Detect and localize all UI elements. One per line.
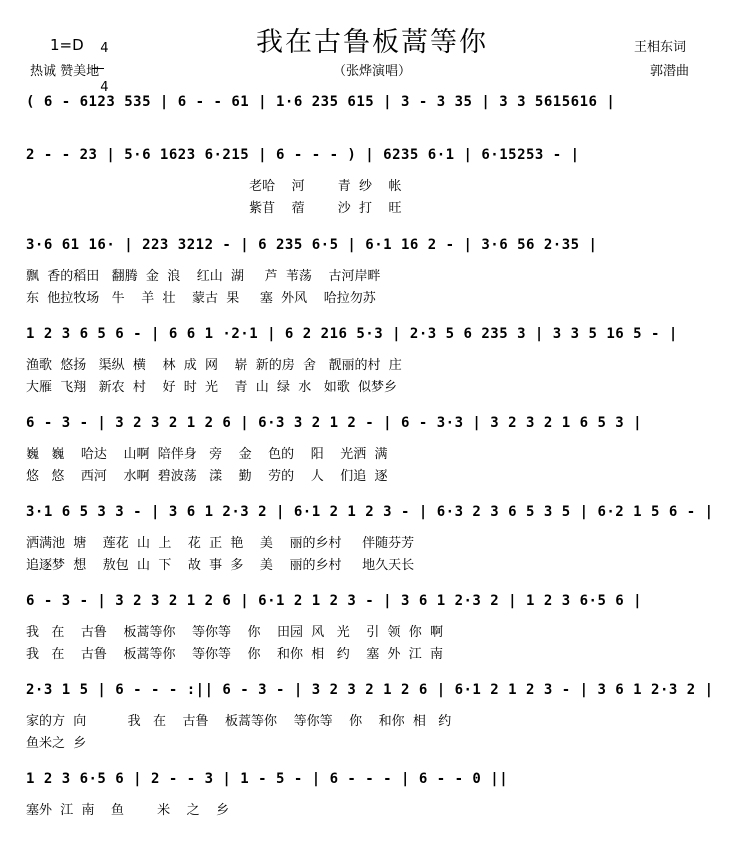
notation-line: 6 - 3 - | 3 2 3 2 1 2 6 | 6·1 2 1 2 3 - | 3 6 1 2·3 2 | 1 2 3 6·5 6 |: [26, 593, 643, 609]
key-signature: 1=D: [50, 36, 84, 54]
lyric-verse-2: 鱼米之 乡: [26, 736, 87, 751]
lyricist-credit: 王相东词: [634, 40, 687, 55]
lyric-verse-2: 东 他拉牧场 牛 羊 壮 蒙古 果 塞 外风 哈拉勿苏: [26, 291, 376, 306]
lyric-verse-2: 紫苜 蓿 沙 打 旺: [26, 201, 402, 216]
lyric-verse-1: 渔歌 悠扬 渠纵 横 林 成 网 崭 新的房 舍 靓丽的村 庄: [26, 358, 402, 373]
lyric-verse-1: 洒满池 塘 莲花 山 上 花 正 艳 美 丽的乡村 伴随芬芳: [26, 536, 415, 551]
notation-line: 3·6 61 16· | 223 3212 - | 6 235 6·5 | 6·1 16 2 - | 3·6 56 2·35 |: [26, 237, 598, 253]
composer-credit: 郭潜曲: [650, 64, 690, 79]
lyric-verse-1: 塞外 江 南 鱼 米 之 乡: [26, 803, 230, 818]
notation-line: 2 - - 23 | 5·6 1623 6·215 | 6 - - - ) | 6235 6·1 | 6·15253 - |: [26, 147, 580, 163]
lyric-verse-1: 家的方 向 我 在 古鲁 板蒿等你 等你等 你 和你 相 约: [26, 714, 452, 729]
singer-credit: （张烨演唱）: [332, 64, 411, 79]
lyric-verse-2: 我 在 古鲁 板蒿等你 等你等 你 和你 相 约 塞 外 江 南: [26, 647, 444, 662]
time-signature-bottom: 4: [100, 80, 109, 95]
tempo-marking: 热诚 赞美地: [30, 64, 100, 79]
song-title: 我在古鲁板蒿等你: [256, 27, 488, 58]
notation-line: 3·1 6 5 3 3 - | 3 6 1 2·3 2 | 6·1 2 1 2 3 - | 6·3 2 3 6 5 3 5 | 6·2 1 5 6 - |: [26, 504, 714, 520]
lyric-verse-2: 悠 悠 西河 水啊 碧波荡 漾 勤 劳的 人 们追 逐: [26, 469, 388, 484]
notation-line: 6 - 3 - | 3 2 3 2 1 2 6 | 6·3 3 2 1 2 - | 6 - 3·3 | 3 2 3 2 1 6 5 3 |: [26, 415, 643, 431]
notation-line: 1 2 3 6·5 6 | 2 - - 3 | 1 - 5 - | 6 - - - | 6 - - 0 ||: [26, 771, 509, 787]
lyric-verse-1: 我 在 古鲁 板蒿等你 等你等 你 田园 风 光 引 领 你 啊: [26, 625, 444, 640]
lyric-verse-2: 追逐梦 想 敖包 山 下 故 事 多 美 丽的乡村 地久天长: [26, 558, 415, 573]
notation-line: ( 6 - 6123 535 | 6 - - 61 | 1·6 235 615 | 3 - 3 35 | 3 3 5615616 |: [26, 94, 616, 110]
notation-line: 2·3 1 5 | 6 - - - :|| 6 - 3 - | 3 2 3 2 1 2 6 | 6·1 2 1 2 3 - | 3 6 1 2·3 2 |: [26, 682, 714, 698]
lyric-verse-2: 大雁 飞翔 新农 村 好 时 光 青 山 绿 水 如歌 似梦乡: [26, 380, 397, 395]
lyric-verse-1: 巍 巍 哈达 山啊 陪伴身 旁 金 色的 阳 光洒 满: [26, 447, 388, 462]
lyric-verse-2: [26, 822, 718, 844]
notation-line: 1 2 3 6 5 6 - | 6 6 1 ·2·1 | 6 2 216 5·3 | 2·3 5 6 235 3 | 3 3 5 16 5 - |: [26, 326, 678, 342]
lyric-verse-1: 老哈 河 青 纱 帐: [26, 179, 402, 194]
lyric-verse-1: 飘 香的稻田 翻腾 金 浪 红山 湖 芦 苇荡 古河岸畔: [26, 269, 381, 284]
time-signature-top: 4: [100, 41, 109, 56]
